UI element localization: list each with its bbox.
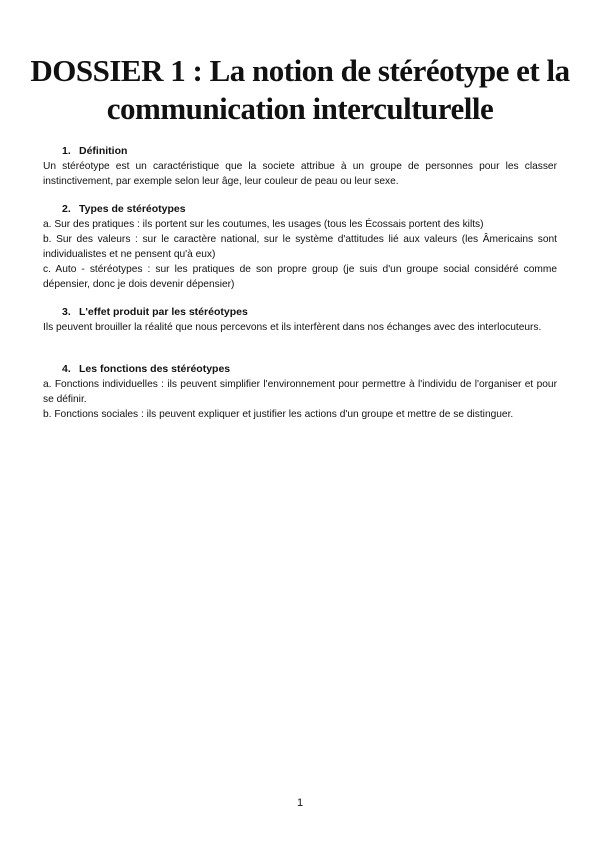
section-heading-text: Définition	[79, 145, 128, 157]
section-heading	[43, 306, 557, 319]
paragraph: a. Fonctions individuelles : ils peuvent simplifier l'environnement pour permettre à l'individu de l'organiser et pour se définir.	[43, 379, 557, 405]
section-number: 2.	[62, 203, 71, 215]
section-definition	[43, 145, 557, 189]
section-functions	[43, 363, 557, 422]
paragraph: Un stéréotype est un caractéristique que la societe attribue à un groupe de personnes pour les classer instinctivement, par exemple selon leur âge, leur couleur de peau ou leur sexe.	[43, 161, 557, 187]
paragraph: a. Sur des pratiques : ils portent sur les coutumes, les usages (tous les Écossais portent des kilts)	[43, 219, 484, 230]
section-heading-text: Types de stéréotypes	[79, 203, 186, 215]
section-heading	[43, 145, 557, 158]
page-title: DOSSIER 1 : La notion de stéréotype et la communication interculturelle	[30, 53, 570, 126]
section-heading	[43, 203, 557, 216]
section-types	[43, 203, 557, 292]
section-effect	[43, 306, 557, 335]
section-heading	[43, 363, 557, 376]
paragraph: b. Fonctions sociales : ils peuvent expliquer et justifier les actions d'un groupe et mettre de se distinguer.	[43, 409, 514, 420]
section-heading-text: Les fonctions des stéréotypes	[79, 363, 231, 375]
section-heading-text: L'effet produit par les stéréotypes	[79, 306, 248, 318]
page-number: 1	[296, 797, 304, 809]
paragraph: Ils peuvent brouiller la réalité que nous percevons et ils interfèrent dans nos échanges avec des interlocuteurs.	[43, 322, 542, 333]
paragraph: c. Auto - stéréotypes : sur les pratiques de son propre group (je suis d'un groupe social considéré comme dépensier, donc je dois devenir dépensier)	[43, 264, 557, 290]
paragraph: b. Sur des valeurs : sur le caractère national, sur le système d'attitudes lié aux valeurs (les Âmericains sont individualistes et ne pensent qu'à eux)	[43, 234, 557, 260]
section-number: 3.	[62, 306, 71, 318]
section-number: 1.	[62, 145, 71, 157]
section-number: 4.	[62, 363, 71, 375]
